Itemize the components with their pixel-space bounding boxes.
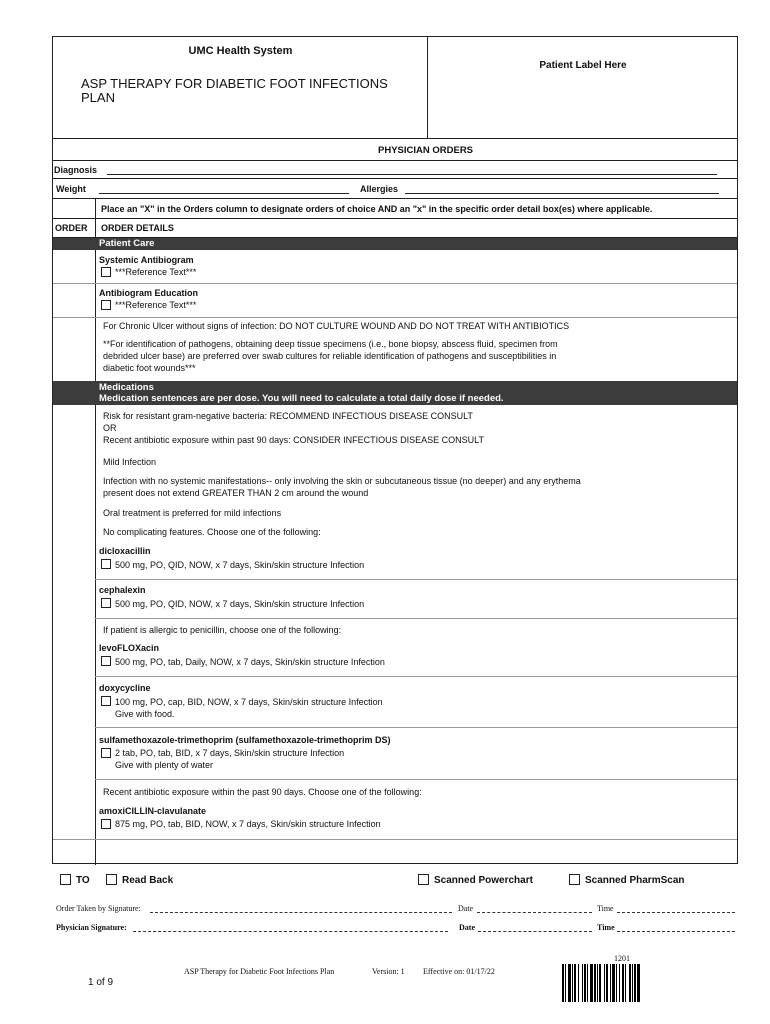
order-taken-time-field[interactable] xyxy=(617,912,735,913)
levofloxacin-title: levoFLOXacin xyxy=(99,643,160,653)
plan-title: ASP THERAPY FOR DIABETIC FOOT INFECTIONS PLAN xyxy=(81,76,388,105)
systemic-antibiogram-title: Systemic Antibiogram xyxy=(99,255,194,265)
barcode-bar xyxy=(640,964,641,1002)
page-number: 1 of 9 xyxy=(88,977,114,988)
amoxicillin-clavulanate-title: amoxiCILLIN-clavulanate xyxy=(99,806,207,816)
scanned-pharmscan-checkbox[interactable] xyxy=(569,874,580,885)
weight-allergies-row xyxy=(53,179,737,199)
chronic-ulcer-note: For Chronic Ulcer without signs of infection: DO NOT CULTURE WOUND AND DO NOT TREAT WITH ANTIBIOTICS xyxy=(103,321,570,331)
doxycycline-checkbox[interactable] xyxy=(101,696,111,706)
no-complicating-features-note: No complicating features. Choose one of the following: xyxy=(103,527,321,537)
doxycycline-title: doxycycline xyxy=(99,683,151,693)
oral-treatment-note: Oral treatment is preferred for mild infections xyxy=(103,508,282,518)
mild-infection-description-1: Infection with no systemic manifestations-- only involving the skin or subcutaneous tissue (no deeper) and any erythema xyxy=(103,476,581,486)
order-form xyxy=(52,36,738,864)
amoxicillin-clavulanate-checkbox[interactable] xyxy=(101,819,111,829)
resistant-bacteria-note: Risk for resistant gram-negative bacteria: RECOMMEND INFECTIOUS DISEASE CONSULT xyxy=(103,411,473,421)
or-text: OR xyxy=(103,423,117,433)
mild-infection-description-2: present does not extend GREATER THAN 2 cm around the wound xyxy=(103,488,369,498)
order-taken-signature-field[interactable] xyxy=(150,912,452,913)
header-title-box xyxy=(53,37,428,138)
order-details-column-header: ORDER DETAILS xyxy=(101,223,174,233)
physician-time-label: Time xyxy=(597,923,615,932)
weight-field[interactable] xyxy=(99,193,349,194)
divider xyxy=(95,618,737,619)
physician-signature-field[interactable] xyxy=(133,931,448,932)
to-checkbox[interactable] xyxy=(60,874,71,885)
cephalexin-checkbox[interactable] xyxy=(101,598,111,608)
cephalexin-dose: 500 mg, PO, QID, NOW, x 7 days, Skin/skin structure Infection xyxy=(115,599,365,609)
systemic-antibiogram-reference: ***Reference Text*** xyxy=(115,267,197,277)
physician-orders-heading: PHYSICIAN ORDERS xyxy=(378,145,474,156)
barcode-number: 1201 xyxy=(614,954,630,963)
instruction-text: Place an "X" in the Orders column to designate orders of choice AND an "x" in the specific order detail box(es) where applicable. xyxy=(101,204,653,214)
weight-label: Weight xyxy=(56,184,86,194)
pathogen-identification-note-3: diabetic foot wounds*** xyxy=(103,363,196,373)
diagnosis-label: Diagnosis xyxy=(54,165,98,175)
sulfamethoxazole-trimethoprim-title: sulfamethoxazole-trimethoprim (sulfamethoxazole-trimethoprim DS) xyxy=(99,735,391,745)
divider xyxy=(53,839,737,840)
read-back-checkbox[interactable] xyxy=(106,874,117,885)
cephalexin-title: cephalexin xyxy=(99,585,146,595)
divider xyxy=(95,579,737,580)
dicloxacillin-dose: 500 mg, PO, QID, NOW, x 7 days, Skin/skin structure Infection xyxy=(115,560,365,570)
version-text: Version: 1 xyxy=(372,967,405,976)
antibiogram-education-checkbox[interactable] xyxy=(101,300,111,310)
recent-exposure-note: Recent antibiotic exposure within past 90 days: CONSIDER INFECTIOUS DISEASE CONSULT xyxy=(103,435,484,445)
penicillin-allergy-note: If patient is allergic to penicillin, choose one of the following: xyxy=(103,625,342,635)
order-taken-label: Order Taken by Signature: xyxy=(56,904,141,913)
column-header-row xyxy=(53,219,737,238)
order-column-divider xyxy=(95,199,96,865)
allergies-field[interactable] xyxy=(405,193,719,194)
levofloxacin-checkbox[interactable] xyxy=(101,656,111,666)
order-column-divider-top xyxy=(95,199,96,238)
order-taken-date-label: Date xyxy=(458,904,474,913)
order-taken-time-label: Time xyxy=(597,904,614,913)
divider xyxy=(53,283,737,284)
effective-date-text: Effective on: 01/17/22 xyxy=(423,967,495,976)
antibiogram-education-title: Antibiogram Education xyxy=(99,288,198,298)
dicloxacillin-title: dicloxacillin xyxy=(99,546,151,556)
divider xyxy=(95,676,737,677)
order-column-header: ORDER xyxy=(55,223,88,233)
physician-date-field[interactable] xyxy=(478,931,592,932)
allergies-label: Allergies xyxy=(360,184,399,194)
form-header xyxy=(53,37,737,139)
medications-band xyxy=(53,381,737,405)
physician-time-field[interactable] xyxy=(617,931,735,932)
recent-exposure-choice-note: Recent antibiotic exposure within the past 90 days. Choose one of the following: xyxy=(103,787,422,797)
amoxicillin-clavulanate-dose: 875 mg, PO, tab, BID, NOW, x 7 days, Skin/skin structure Infection xyxy=(115,819,381,829)
sulfamethoxazole-trimethoprim-instruction: Give with plenty of water xyxy=(115,760,214,770)
doxycycline-instruction: Give with food. xyxy=(115,709,175,719)
divider xyxy=(53,317,737,318)
scanned-powerchart-label: Scanned Powerchart xyxy=(434,875,533,886)
medication-sentence-note: Medication sentences are per dose. You will need to calculate a total daily dose if needed. xyxy=(99,393,504,404)
divider xyxy=(95,779,737,780)
scanned-powerchart-checkbox[interactable] xyxy=(418,874,429,885)
sulfamethoxazole-trimethoprim-checkbox[interactable] xyxy=(101,748,111,758)
to-label: TO xyxy=(76,875,90,886)
barcode-graphic xyxy=(562,964,696,1002)
physician-date-label: Date xyxy=(459,923,475,932)
levofloxacin-dose: 500 mg, PO, tab, Daily, NOW, x 7 days, Skin/skin structure Infection xyxy=(115,657,385,667)
systemic-antibiogram-checkbox[interactable] xyxy=(101,267,111,277)
physician-signature-label: Physician Signature: xyxy=(56,923,127,932)
dicloxacillin-checkbox[interactable] xyxy=(101,559,111,569)
org-name: UMC Health System xyxy=(188,45,293,57)
patient-label: Patient Label Here xyxy=(539,60,627,71)
read-back-label: Read Back xyxy=(122,875,174,886)
pathogen-identification-note-2: debrided ulcer base) are preferred over swab cultures for reliable identification of pathogens and susceptibilities in xyxy=(103,351,557,361)
sulfamethoxazole-trimethoprim-dose: 2 tab, PO, tab, BID, x 7 days, Skin/skin structure Infection xyxy=(115,748,345,758)
antibiogram-education-reference: ***Reference Text*** xyxy=(115,300,197,310)
divider xyxy=(95,727,737,728)
mild-infection-heading: Mild Infection xyxy=(103,457,157,467)
order-taken-date-field[interactable] xyxy=(477,912,592,913)
diagnosis-row xyxy=(53,161,737,179)
instruction-row xyxy=(53,199,737,219)
doxycycline-dose: 100 mg, PO, cap, BID, NOW, x 7 days, Skin/skin structure Infection xyxy=(115,697,383,707)
pathogen-identification-note-1: **For identification of pathogens, obtaining deep tissue specimens (i.e., bone biopsy, abscess fluid, specimen from xyxy=(103,339,558,349)
physician-orders-row xyxy=(53,139,737,161)
patient-care-band xyxy=(53,238,737,250)
patient-care-heading: Patient Care xyxy=(99,238,155,249)
document-name: ASP Therapy for Diabetic Foot Infections Plan xyxy=(184,967,335,976)
medications-heading: Medications xyxy=(99,382,154,393)
diagnosis-field[interactable] xyxy=(107,174,717,175)
scanned-pharmscan-label: Scanned PharmScan xyxy=(585,875,685,886)
